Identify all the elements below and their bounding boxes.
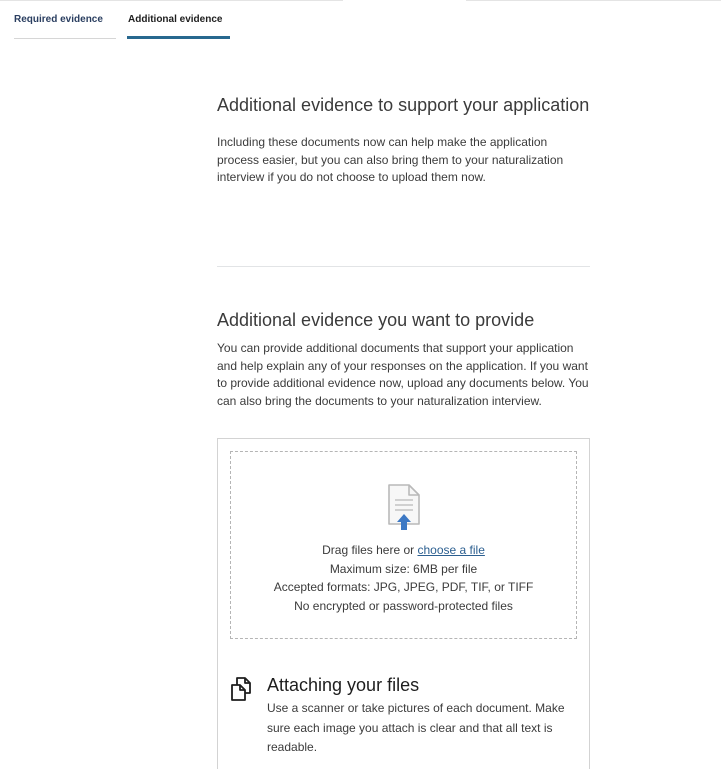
intro-title: Additional evidence to support your application — [217, 95, 590, 115]
upload-card — [217, 438, 590, 769]
attaching-files-text: Use a scanner or take pictures of each document. Make sure each image you attach is clear and that all text is readable. — [267, 701, 565, 754]
intro-text: Including these documents now can help make the application process easier, but you can also bring them to your naturalization interview if you do not choose to upload them now. — [217, 135, 564, 184]
provide-title: Additional evidence you want to provide — [217, 310, 535, 330]
copy-files-icon — [230, 676, 256, 702]
drag-files-line — [231, 541, 576, 560]
drag-files-text: Drag files here or — [322, 543, 418, 557]
provide-section — [217, 309, 590, 410]
accepted-formats-text: Accepted formats: JPG, JPEG, PDF, TIF, or TIFF — [273, 580, 534, 595]
file-dropzone[interactable] — [230, 451, 577, 639]
max-size-text: Maximum size: 6MB per file — [329, 561, 478, 576]
tab-required-evidence[interactable] — [14, 0, 116, 39]
section-divider — [217, 266, 590, 267]
evidence-tabs — [0, 0, 721, 40]
tab-additional-evidence-label: Additional evidence — [128, 14, 223, 25]
dropzone-instructions — [231, 541, 576, 616]
attaching-files-title: Attaching your files — [267, 675, 420, 695]
file-upload-icon — [387, 484, 421, 532]
encryption-note-text: No encrypted or password-protected files — [294, 599, 513, 614]
tab-required-evidence-label: Required evidence — [14, 14, 103, 25]
tab-additional-evidence[interactable] — [127, 0, 230, 39]
provide-text: You can provide additional documents that support your application and help explain any of your responses on the application. If you want to provide additional evidence now, upload any documents below. You can also bring the documents to your naturalization interview. — [217, 341, 589, 408]
intro-section — [217, 94, 590, 187]
choose-file-link[interactable]: choose a file — [417, 543, 485, 557]
